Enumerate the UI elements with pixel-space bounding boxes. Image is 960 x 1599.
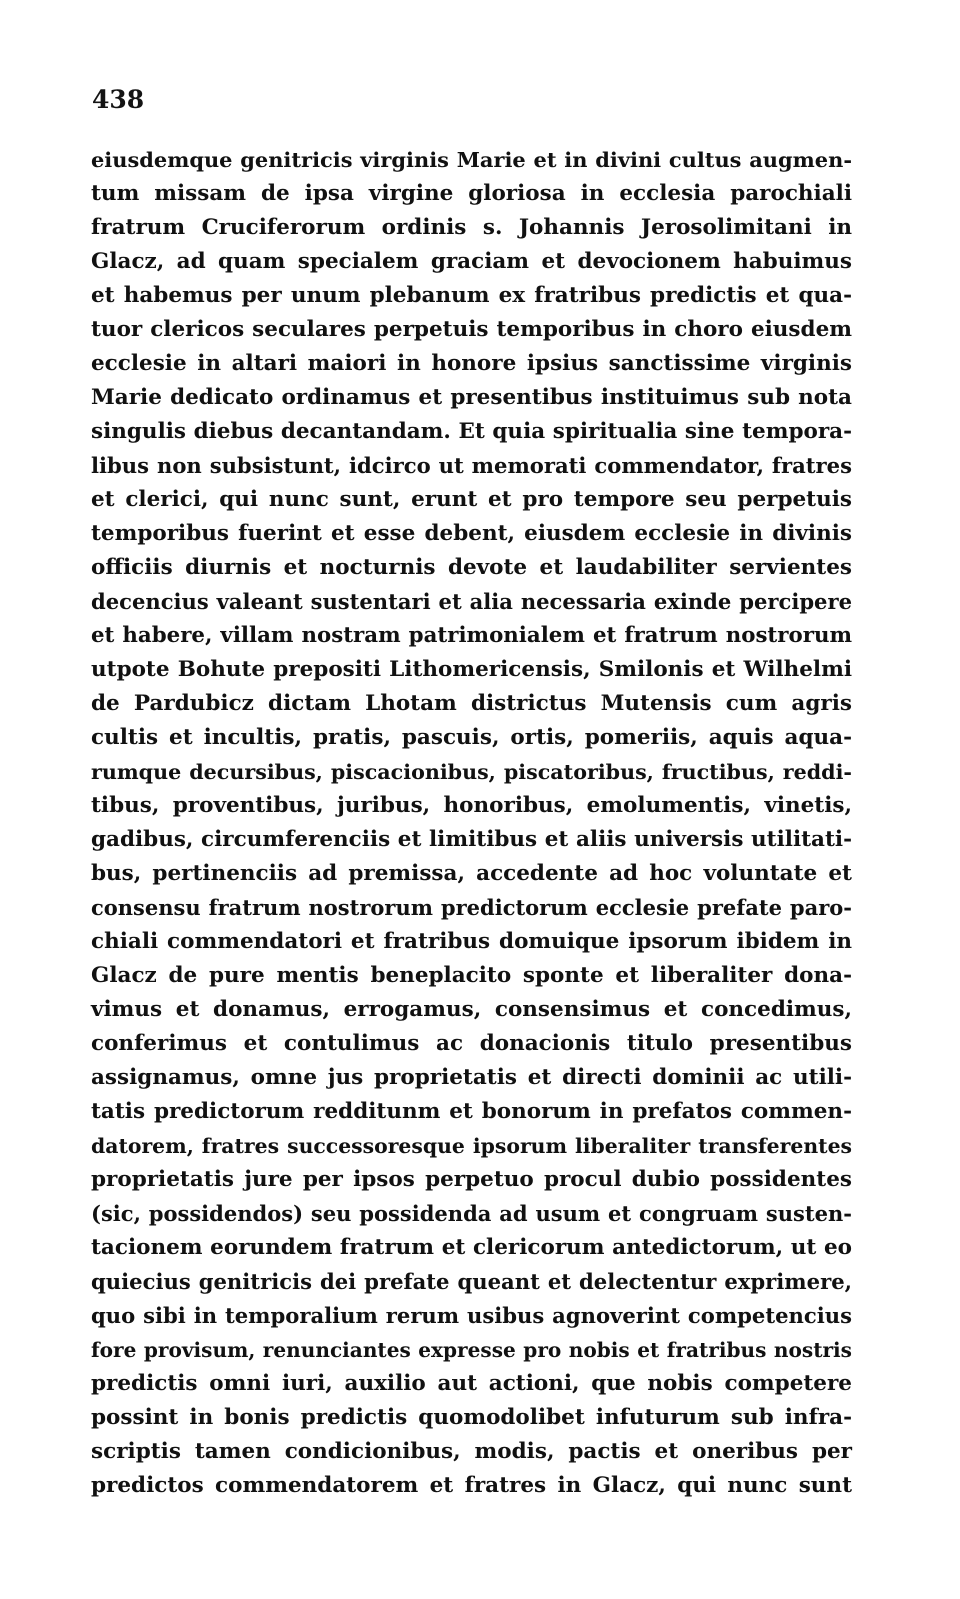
text-line: singulis diebus decantandam. Et quia spiritualia sine tempora- — [91, 419, 852, 444]
text-line: utpote Bohute prepositi Lithomericensis, Smilonis et Wilhelmi — [91, 657, 852, 682]
text-line: tum missam de ipsa virgine gloriosa in ecclesia parochiali — [91, 181, 852, 206]
text-line: fore provisum, renunciantes expresse pro nobis et fratribus nostris — [91, 1338, 852, 1362]
text-line: conferimus et contulimus ac donacionis titulo presentibus — [91, 1031, 852, 1056]
text-line: bus, pertinenciis ad premissa, accedente ad hoc voluntate et — [91, 861, 852, 886]
text-line: tacionem eorundem fratrum et clericorum antedictorum, ut eo — [91, 1235, 852, 1260]
text-line: (sic, possidendos) seu possidenda ad usum et congruam susten- — [91, 1201, 852, 1226]
text-line: temporibus fuerint et esse debent, eiusdem ecclesie in divinis — [91, 521, 852, 546]
text-line: rumque decursibus, piscacionibus, piscatoribus, fructibus, reddi- — [91, 760, 852, 784]
text-line: assignamus, omne jus proprietatis et directi dominii ac utili- — [91, 1065, 852, 1090]
page-number: 438 — [92, 85, 145, 114]
text-line: Glacz de pure mentis beneplacito sponte et liberaliter dona- — [91, 963, 852, 988]
text-line: officiis diurnis et nocturnis devote et laudabiliter servientes — [91, 555, 852, 580]
text-line: Glacz, ad quam specialem graciam et devocionem habuimus — [91, 249, 852, 274]
text-line: et clerici, qui nunc sunt, erunt et pro tempore seu perpetuis — [91, 487, 852, 512]
text-line: tuor clericos seculares perpetuis temporibus in choro eiusdem — [91, 317, 852, 342]
text-line: fratrum Cruciferorum ordinis s. Johannis Jerosolimitani in — [91, 215, 852, 240]
text-line: decencius valeant sustentari et alia necessaria exinde percipere — [91, 589, 852, 614]
text-line: ecclesie in altari maiori in honore ipsius sanctissime virginis — [91, 351, 852, 376]
text-line: predictis omni iuri, auxilio aut actioni, que nobis competere — [91, 1371, 852, 1396]
text-line: tatis predictorum redditunm et bonorum in prefatos commen- — [91, 1099, 852, 1124]
text-line: gadibus, circumferenciis et limitibus et aliis universis utilitati- — [91, 827, 852, 852]
text-line: tibus, proventibus, juribus, honoribus, emolumentis, vinetis, — [91, 793, 852, 818]
text-line: vimus et donamus, errogamus, consensimus et concedimus, — [91, 997, 852, 1022]
text-line: Marie dedicato ordinamus et presentibus instituimus sub nota — [91, 385, 852, 410]
text-line: quo sibi in temporalium rerum usibus agnoverint competencius — [91, 1303, 852, 1328]
text-line: datorem, fratres successoresque ipsorum liberaliter transferentes — [91, 1134, 852, 1158]
text-line: eiusdemque genitricis virginis Marie et in divini cultus augmen- — [91, 147, 852, 172]
text-line: proprietatis jure per ipsos perpetuo procul dubio possidentes — [91, 1167, 852, 1192]
text-line: libus non subsistunt, idcirco ut memorati commendator, fratres — [91, 453, 852, 478]
text-line: de Pardubicz dictam Lhotam districtus Mutensis cum agris — [91, 691, 852, 716]
text-line: consensu fratrum nostrorum predictorum ecclesie prefate paro- — [91, 895, 852, 920]
text-line: scriptis tamen condicionibus, modis, pactis et oneribus per — [91, 1439, 852, 1464]
text-line: quiecius genitricis dei prefate queant et delectentur exprimere, — [91, 1269, 852, 1294]
text-line: et habere, villam nostram patrimonialem et fratrum nostrorum — [91, 623, 852, 648]
text-line: possint in bonis predictis quomodolibet infuturum sub infra- — [91, 1405, 852, 1430]
text-line: et habemus per unum plebanum ex fratribus predictis et qua- — [91, 283, 852, 308]
text-line: chiali commendatori et fratribus domuique ipsorum ibidem in — [91, 929, 852, 954]
body-text — [91, 143, 852, 1503]
text-line: predictos commendatorem et fratres in Glacz, qui nunc sunt — [91, 1473, 852, 1498]
text-line: cultis et incultis, pratis, pascuis, ortis, pomeriis, aquis aqua- — [91, 725, 852, 750]
